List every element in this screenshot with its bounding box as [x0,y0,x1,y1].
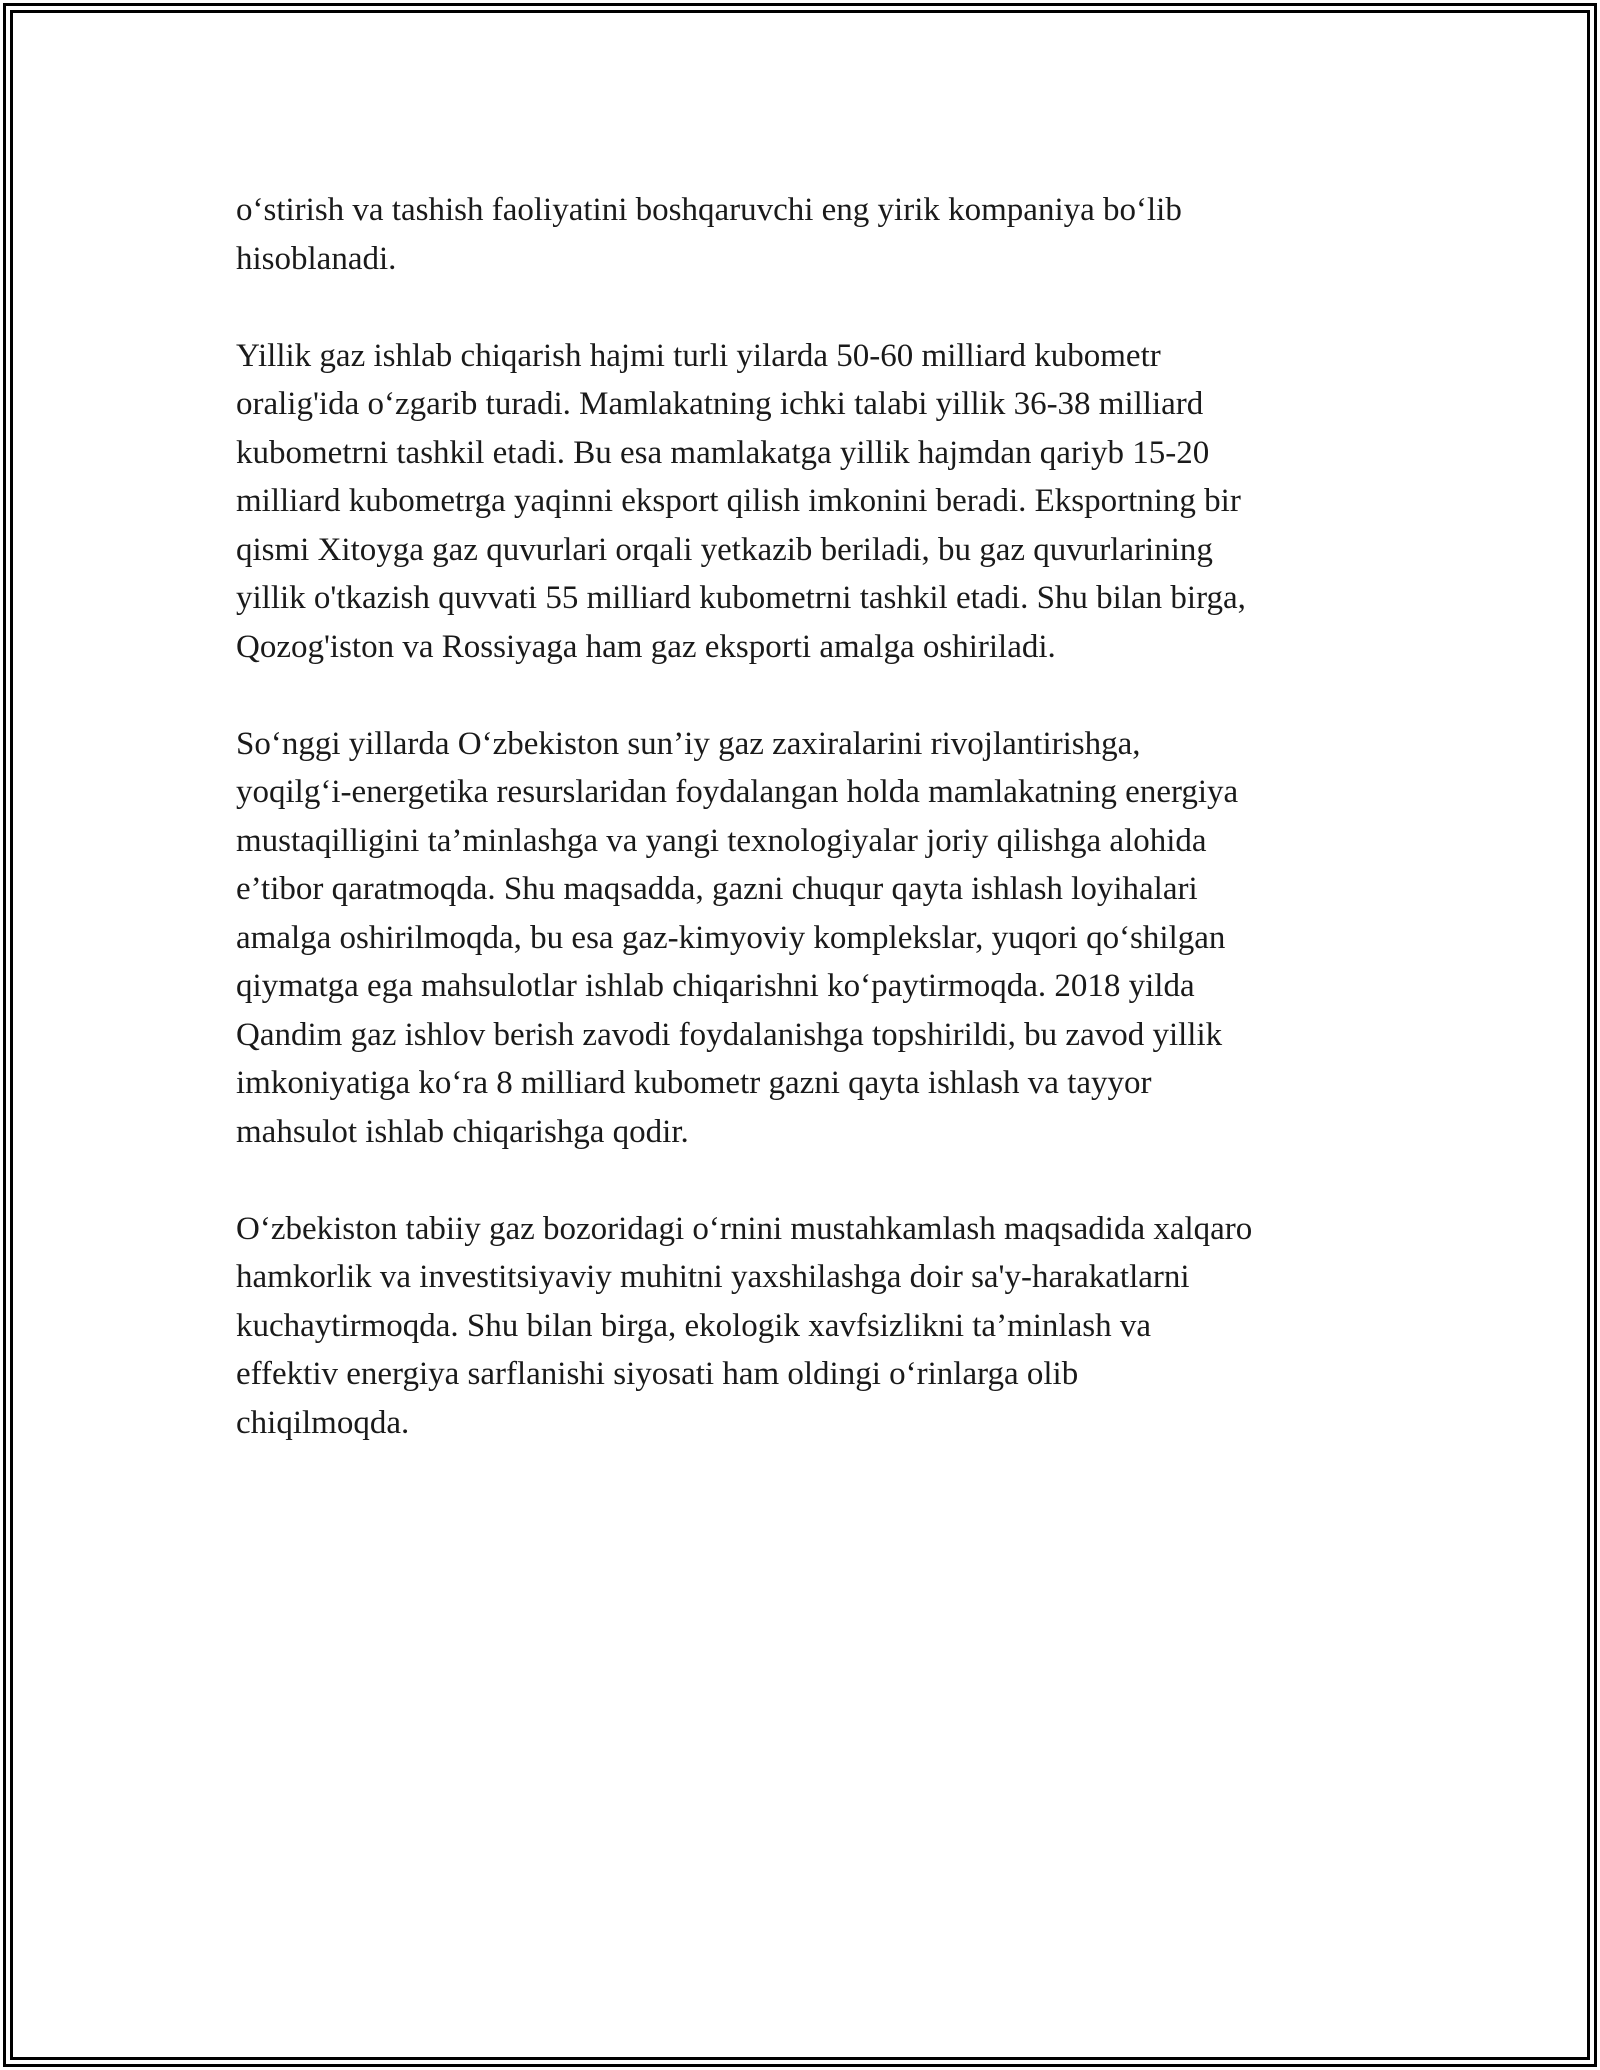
text-line: e’tibor qaratmoqda. Shu maqsadda, gazni chuqur qayta ishlash loyihalari [236,871,1198,907]
text-line: o‘stirish va tashish faoliyatini boshqaruvchi eng yirik kompaniya bo‘lib [236,192,1182,228]
text-line: Qozog'iston va Rossiyaga ham gaz eksporti amalga oshiriladi. [236,628,1056,665]
text-line: yoqilg‘i-energetika resurslaridan foydalangan holda mamlakatning energiya [236,774,1239,810]
text-line: kubometrni tashkil etadi. Bu esa mamlakatga yillik hajmdan qariyb 15-20 [236,434,1210,471]
text-line: amalga oshirilmoqda, bu esa gaz-kimyoviy komplekslar, yuqori qo‘shilgan [236,919,1226,956]
text-line: yillik o'tkazish quvvati 55 milliard kubometrni tashkil etadi. Shu bilan birga, [236,580,1246,616]
text-line: qiymatga ega mahsulotlar ishlab chiqarishni ko‘paytirmoqda. 2018 yilda [236,968,1195,1004]
text-line: kuchaytirmoqda. Shu bilan birga, ekologik xavfsizlikni ta’minlash va [236,1307,1151,1344]
document-body [236,186,1386,1447]
text-line: oralig'ida o‘zgarib turadi. Mamlakatning ichki talabi yillik 36-38 milliard [236,386,1204,422]
text-line: mustaqilligini ta’minlashga va yangi texnologiyalar joriy qilishga alohida [236,822,1207,859]
paragraph-2 [236,332,1386,672]
text-line: effektiv energiya sarflanishi siyosati ham oldingi o‘rinlarga olib [236,1356,1079,1392]
text-line: hisoblanadi. [236,240,397,277]
text-line: milliard kubometrga yaqinni eksport qilish imkonini beradi. Eksportning bir [236,483,1241,519]
paragraph-4 [236,1205,1386,1448]
paragraph-3 [236,720,1386,1157]
text-line: So‘nggi yillarda O‘zbekiston sun’iy gaz zaxiralarini rivojlantirishga, [236,725,1141,762]
text-line: Qandim gaz ishlov berish zavodi foydalanishga topshirildi, bu zavod yillik [236,1016,1223,1053]
text-line: Yillik gaz ishlab chiqarish hajmi turli yilarda 50-60 milliard kubometr [236,337,1161,374]
text-line: hamkorlik va investitsiyaviy muhitni yaxshilashga doir sa'y-harakatlarni [236,1259,1190,1295]
text-line: O‘zbekiston tabiiy gaz bozoridagi o‘rnini mustahkamlash maqsadida xalqaro [236,1210,1253,1247]
paragraph-1 [236,186,1386,283]
text-line: imkoniyatiga ko‘ra 8 milliard kubometr gazni qayta ishlash va tayyor [236,1065,1152,1101]
text-line: chiqilmoqda. [236,1404,410,1441]
text-line: qismi Xitoyga gaz quvurlari orqali yetkazib beriladi, bu gaz quvurlarining [236,531,1213,568]
text-line: mahsulot ishlab chiqarishga qodir. [236,1113,689,1150]
